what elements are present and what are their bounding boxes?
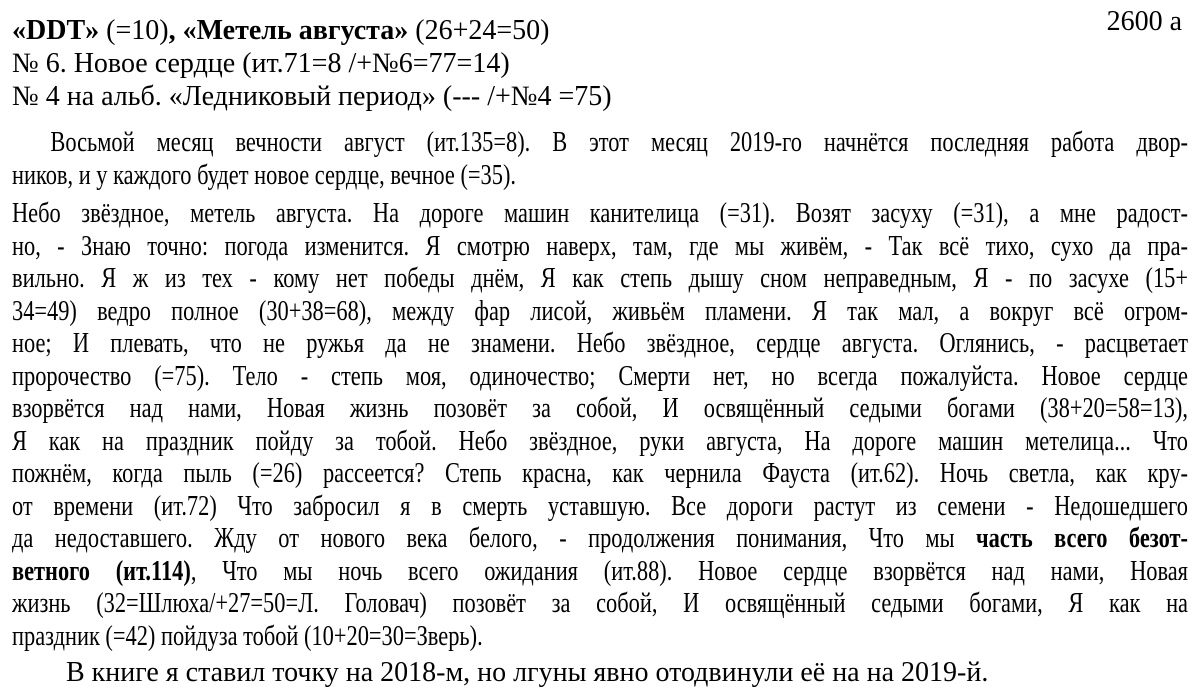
text-segment: , Что мы ночь всего ожидания (ит.88). Новое сердце взорвётся над нами, Новая	[190, 555, 1188, 587]
text-line	[12, 328, 1188, 361]
text-segment: пожнём, когда пыль (=26) рассеется? Степь красна, как чернила Фауста (ит.62). Ночь светла, как кру-	[12, 458, 1188, 489]
text-segment: «DDT»	[12, 15, 100, 46]
text-segment: взорвётся над нами, Новая жизнь позовёт за собой, И освящённый седыми богами (38+20=58=13),	[12, 393, 1188, 424]
text-line	[12, 458, 1188, 491]
text-segment: ,	[168, 15, 183, 46]
text-line	[12, 556, 1188, 589]
text-segment: Небо звёздное, метель августа. На дороге машин канителица (=31). Возят засуху (=31), а мне радост-	[12, 198, 1188, 229]
text-line	[12, 361, 1188, 394]
text-segment: часть всего безот-	[976, 523, 1188, 554]
text-segment: Я как на праздник пойду за тобой. Небо звёздное, руки августа, На дороге машин метелица... Что	[12, 425, 1188, 457]
header	[12, 14, 1188, 113]
text-segment: Восьмой месяц вечности август (ит.135=8). В этот месяц 2019-го начнётся последняя работа двор-	[50, 127, 1188, 158]
text-line	[12, 198, 1188, 231]
text-line	[12, 263, 1188, 296]
title-line	[12, 14, 1188, 47]
text-segment: от времени (ит.72) Что забросил я в смерть уставшую. Все дороги растут из семени - Недошедшего	[12, 490, 1188, 522]
text-line	[12, 231, 1188, 264]
intro-paragraph	[12, 127, 1188, 192]
text-line	[12, 491, 1188, 524]
lyrics-paragraph	[12, 198, 1188, 653]
text-line	[12, 588, 1188, 621]
text-line	[12, 621, 1188, 654]
text-line	[12, 523, 1188, 556]
album-line: № 4 на альб. «Ледниковый период» (--- /+№4 =75)	[12, 81, 612, 112]
text-line	[12, 127, 1188, 160]
track-number-line: № 6. Новое сердце (ит.71=8 /+№6=77=14)	[12, 48, 510, 79]
text-segment: но, - Знаю точно: погода изменится. Я смотрю наверх, там, где мы живём, - Так всё тихо, сухо да пра-	[12, 230, 1188, 262]
text-segment: ветного (ит.114)	[12, 555, 191, 587]
text-segment: да недоставшего. Жду от нового века белого, - продолжения понимания, Что мы	[12, 523, 977, 554]
text-segment: праздник (=42) пойдуза тобой (10+20=30=Зверь).	[12, 620, 483, 652]
text-segment: (=10)	[99, 15, 169, 46]
text-segment: 34=49) ведро полное (30+38=68), между фар лисой, живьём пламени. Я так мал, а вокруг всё огром-	[12, 295, 1188, 327]
text-segment: ников, и у каждого будет новое сердце, вечное (=35).	[12, 159, 516, 191]
text-segment: жизнь (32=Шлюха/+27=50=Л. Головач) позовёт за собой, И освящённый седыми богами, Я как на	[12, 588, 1188, 619]
text-line	[12, 393, 1188, 426]
text-segment: «Метель августа»	[182, 15, 409, 46]
text-segment: вильно. Я ж из тех - кому нет победы днём, Я как степь дышу сном неправедным, Я - по засухе (15+	[12, 263, 1188, 294]
closing-line: В книге я ставил точку на 2018-м, но лгуны явно отодвинули её на на 2019-й.	[66, 657, 989, 688]
text-segment: ное; И плевать, что не ружья да не знамени. Небо звёздное, сердце августа. Оглянись, - расцветает	[12, 328, 1188, 359]
text-line	[12, 426, 1188, 459]
text-segment: пророчество (=75). Тело - степь моя, одиночество; Смерти нет, но всегда пожалуйста. Новое сердце	[12, 360, 1188, 392]
page-number: 2600 а	[1106, 6, 1182, 37]
text-segment: (26+24=50)	[408, 15, 550, 46]
text-line	[12, 160, 1188, 193]
text-line	[12, 296, 1188, 329]
